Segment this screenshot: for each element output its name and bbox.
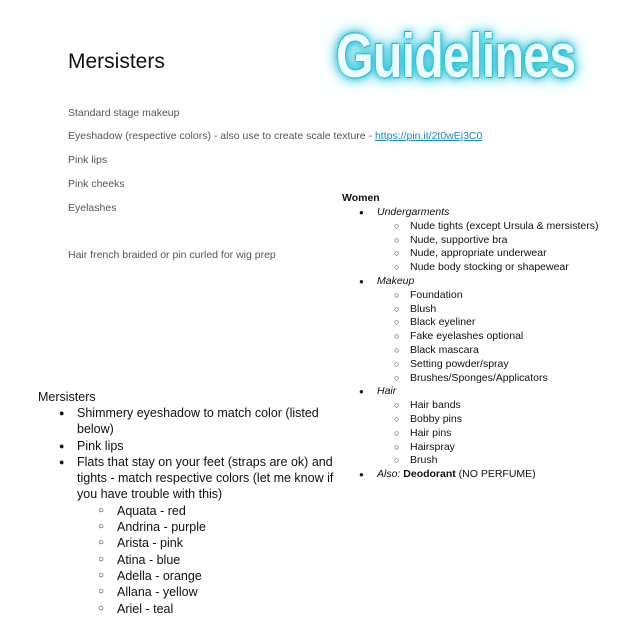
also-label: Also:: [377, 468, 401, 481]
list-item: ○ Setting powder/spray: [342, 358, 632, 372]
list-item: ○ Brushes/Sponges/Applicators: [342, 372, 632, 386]
note-pink-cheeks: Pink cheeks: [68, 178, 125, 190]
color-item: ○ Adella - orange: [38, 568, 338, 584]
list-item: ○ Fake eyelashes optional: [342, 330, 632, 344]
guidelines-banner: Guidelines: [336, 22, 576, 91]
note-eyelashes: Eyelashes: [68, 202, 117, 214]
color-item: ○ Arista - pink: [38, 535, 338, 551]
eyeshadow-link[interactable]: https://pin.it/2t0wEj3C0: [374, 130, 483, 142]
note-eyeshadow: [68, 130, 482, 142]
category-label-undergarments: Undergarments: [377, 206, 450, 218]
list-item: ○ Nude, appropriate underwear: [342, 247, 632, 261]
color-item: ○ Ariel - teal: [38, 601, 338, 617]
list-item: ○ Hair pins: [342, 427, 632, 441]
note-pink-lips: Pink lips: [68, 154, 108, 166]
note-eyeshadow-text: Eyeshadow (respective colors) - also use to create scale texture -: [68, 130, 375, 142]
list-item: ○ Brush: [342, 454, 632, 468]
document-title: Mersisters: [68, 50, 165, 73]
color-item: ○ Allana - yellow: [38, 584, 338, 600]
note-hair-prep: Hair french braided or pin curled for wig prep: [68, 249, 276, 261]
list-item: ○ Nude, supportive bra: [342, 234, 632, 248]
category-label-hair: Hair: [377, 385, 397, 398]
list-item: ○ Foundation: [342, 289, 632, 303]
list-item: ● Flats that stay on your feet (straps are ok) and tights - match respective colors (let me know if you have trouble with this): [38, 454, 338, 503]
women-heading: Women: [342, 192, 380, 204]
color-item: ○ Andrina - purple: [38, 519, 338, 535]
women-section: [342, 192, 632, 482]
mersisters-heading: Mersisters: [38, 390, 96, 404]
list-item: ○ Hairspray: [342, 441, 632, 455]
women-also: [342, 468, 632, 482]
perfume-note: (NO PERFUME): [455, 468, 536, 481]
women-category: [342, 385, 632, 399]
color-item: ○ Aquata - red: [38, 503, 338, 519]
mersisters-list: [38, 405, 338, 617]
list-item: ○ Bobby pins: [342, 413, 632, 427]
list-item: ○ Nude tights (except Ursula & mersisters): [342, 220, 632, 234]
list-item: ○ Black mascara: [342, 344, 632, 358]
women-list: [342, 206, 632, 482]
mersisters-section: [38, 389, 338, 617]
list-item: ○ Nude body stocking or shapewear: [342, 261, 632, 275]
list-item: ○ Blush: [342, 303, 632, 317]
category-label-makeup: Makeup: [377, 274, 415, 287]
women-category: [342, 275, 632, 289]
color-item: ○ Atina - blue: [38, 552, 338, 568]
list-item: ● Pink lips: [38, 438, 338, 454]
women-category: [342, 206, 632, 220]
list-item: ● Shimmery eyeshadow to match color (listed below): [38, 405, 338, 438]
list-item: ○ Black eyeliner: [342, 316, 632, 330]
list-item: ○ Hair bands: [342, 399, 632, 413]
note-standard-makeup: Standard stage makeup: [68, 107, 180, 119]
deodorant-label: Deodorant: [403, 468, 456, 481]
